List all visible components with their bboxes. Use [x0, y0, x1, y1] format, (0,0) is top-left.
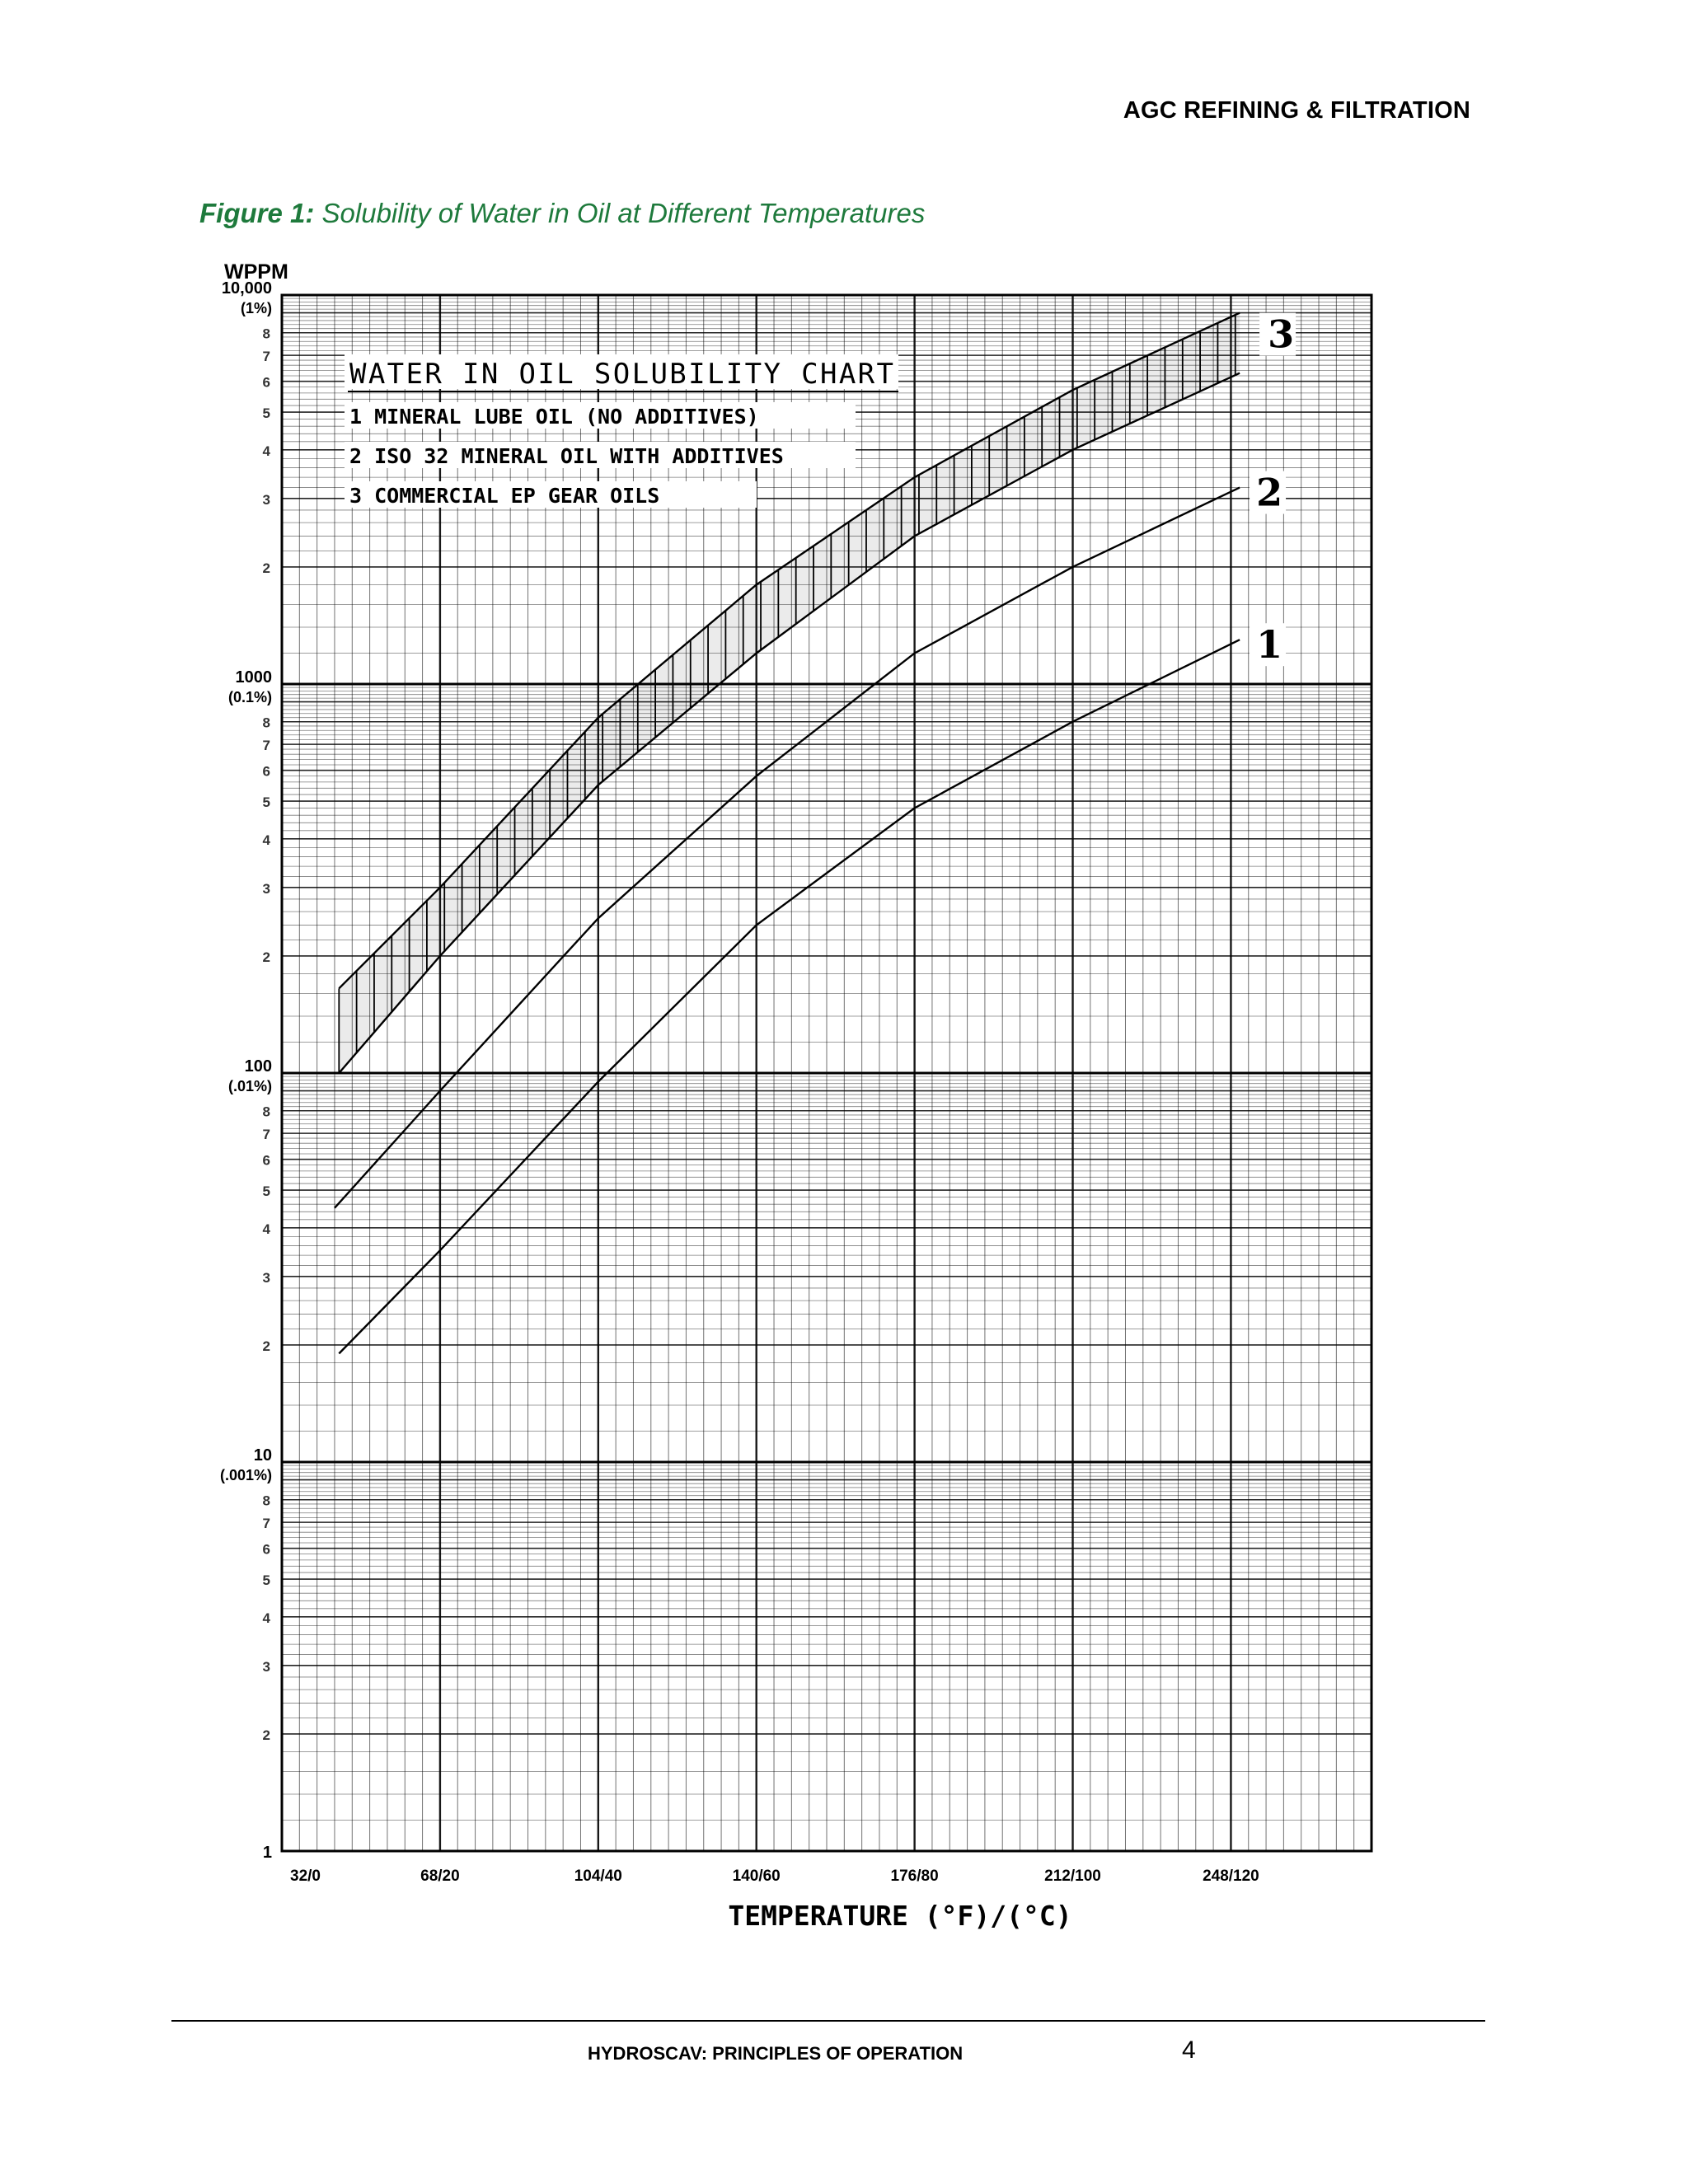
y-minor-tick-label: 5 — [262, 405, 270, 422]
chart-title: WATER IN OIL SOLUBILITY CHART — [349, 358, 893, 391]
y-tick-label: 10 — [253, 1446, 272, 1465]
footer-title: HYDROSCAV: PRINCIPLES OF OPERATION — [588, 2043, 964, 2064]
page-number: 4 — [1182, 2036, 1196, 2064]
series-label-1: 1 — [1256, 622, 1283, 668]
y-minor-tick-label: 7 — [262, 1516, 270, 1532]
y-minor-tick-label: 7 — [262, 349, 270, 365]
y-minor-tick-label: 3 — [262, 1269, 270, 1286]
legend-entry-1: 1 MINERAL LUBE OIL (NO ADDITIVES) — [349, 405, 759, 429]
y-tick-sublabel: (.001%) — [219, 1467, 272, 1483]
y-minor-tick-label: 6 — [262, 1541, 270, 1558]
y-tick-sublabel: (.01%) — [227, 1078, 272, 1094]
chart-legend — [345, 354, 898, 508]
x-tick-label: 140/60 — [732, 1868, 781, 1885]
x-axis-label: TEMPERATURE (°F)/(°C) — [728, 1900, 1072, 1932]
y-minor-tick-label: 2 — [262, 1338, 270, 1354]
legend-entry-2: 2 ISO 32 MINERAL OIL WITH ADDITIVES — [349, 444, 784, 468]
x-tick-label: 104/40 — [574, 1868, 622, 1885]
y-minor-tick-label: 7 — [262, 1127, 270, 1143]
series-1-line — [339, 640, 1240, 1353]
y-minor-tick-label: 8 — [262, 1493, 270, 1509]
x-tick-label: 176/80 — [890, 1868, 939, 1885]
y-minor-tick-label: 8 — [262, 326, 270, 342]
y-minor-tick-label: 8 — [262, 715, 270, 731]
y-tick-label: 1 — [262, 1844, 272, 1862]
y-minor-tick-label: 6 — [262, 1152, 270, 1169]
y-minor-tick-label: 4 — [262, 1610, 270, 1626]
y-minor-tick-label: 7 — [262, 738, 270, 754]
y-minor-tick-label: 5 — [262, 1572, 270, 1589]
y-minor-tick-label: 2 — [262, 560, 270, 576]
figure-title: Solubility of Water in Oil at Different Temperatures — [321, 198, 926, 228]
y-minor-tick-label: 3 — [262, 1658, 270, 1675]
y-minor-tick-label: 6 — [262, 374, 270, 391]
y-tick-sublabel: (1%) — [240, 300, 272, 316]
document-header: AGC REFINING & FILTRATION — [1123, 97, 1470, 124]
y-minor-tick-label: 4 — [262, 443, 270, 459]
chart-lines — [335, 313, 1240, 1354]
y-minor-tick-label: 3 — [262, 491, 270, 508]
y-minor-tick-label: 8 — [262, 1104, 270, 1120]
y-tick-label: 1000 — [235, 668, 272, 687]
y-minor-tick-label: 4 — [262, 1221, 270, 1237]
x-tick-label: 248/120 — [1203, 1868, 1259, 1885]
series-label-2: 2 — [1256, 470, 1283, 515]
y-minor-tick-label: 5 — [262, 1183, 270, 1200]
y-minor-tick-label: 2 — [262, 1727, 270, 1743]
y-minor-tick-label: 3 — [262, 880, 270, 897]
legend-entry-3: 3 COMMERCIAL EP GEAR OILS — [349, 484, 660, 508]
y-minor-tick-label: 6 — [262, 763, 270, 780]
x-tick-label: 32/0 — [290, 1868, 321, 1885]
x-tick-label: 212/100 — [1044, 1868, 1101, 1885]
y-tick-label: 100 — [244, 1057, 272, 1076]
y-minor-tick-label: 4 — [262, 832, 270, 848]
chart-grid — [282, 295, 1372, 1851]
figure-label: Figure 1: — [199, 198, 315, 228]
y-tick-sublabel: (0.1%) — [227, 689, 272, 705]
y-minor-tick-label: 5 — [262, 794, 270, 811]
series-3-lower-line — [339, 373, 1240, 1073]
footer-rule — [171, 2020, 1485, 2022]
y-axis-label: WPPM — [224, 260, 288, 284]
y-tick-label: 10,000 — [221, 279, 272, 298]
x-tick-label: 68/20 — [420, 1868, 460, 1885]
y-minor-tick-label: 2 — [262, 949, 270, 965]
series-label-3: 3 — [1268, 312, 1295, 357]
